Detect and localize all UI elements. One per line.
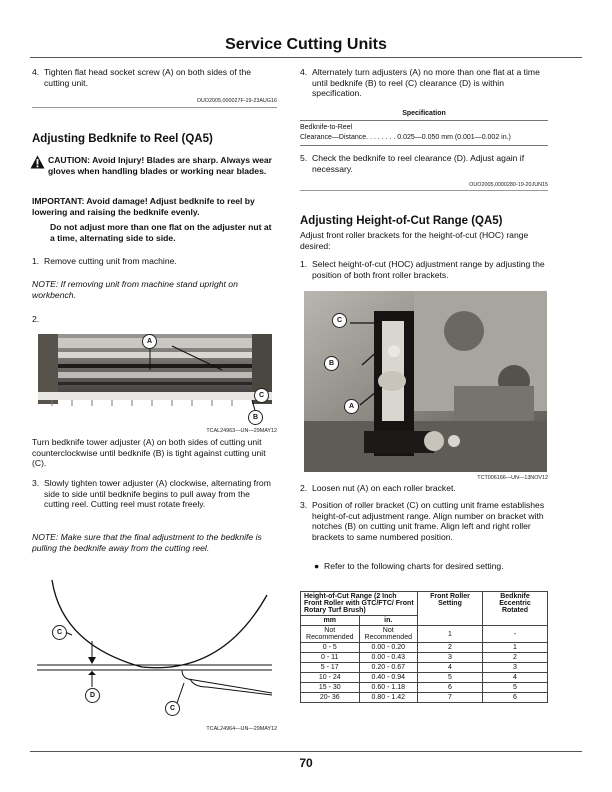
- callout-a-fig3: A: [344, 399, 359, 414]
- left-step-2-number: 2.: [32, 314, 40, 324]
- cell-front-roller: 7: [418, 693, 483, 703]
- cell-mm: Not Recommended: [301, 626, 360, 643]
- hoc-header-front-roller: Front Roller Setting: [418, 592, 483, 626]
- cell-bedknife: 3: [483, 663, 548, 673]
- reel-clearance-drawing: [32, 575, 277, 730]
- spec-clearance-line: Clearance—Distance. . . . . . . . 0.025—0.050 mm (0.001—0.002 in.): [300, 134, 511, 141]
- important-text-1: IMPORTANT: Avoid damage! Adjust bedknife to reel by lowering and raising the bedknife evenly.: [32, 196, 255, 217]
- hoc-table: [300, 591, 548, 703]
- callout-d-fig2: D: [85, 688, 100, 703]
- cell-in: 0.80 - 1.42: [359, 693, 418, 703]
- right-step-1: 1. Select height-of-cut (HOC) adjustment range by adjusting the position of both front roller brackets.: [300, 259, 545, 280]
- table-row: [301, 663, 548, 673]
- bullet-refer-charts: ● Refer to the following charts for desired setting.: [314, 561, 504, 571]
- cell-in: 0.40 - 0.94: [359, 673, 418, 683]
- fig2-caption: TCAL24964—UN—29MAY12: [206, 726, 277, 732]
- ref-code-1: OUO2005,000027F-19-23AUG16: [196, 98, 277, 104]
- table-row: [301, 626, 548, 643]
- cell-front-roller: 5: [418, 673, 483, 683]
- cell-in: 0.60 - 1.18: [359, 683, 418, 693]
- caution-text: CAUTION: Avoid Injury! Blades are sharp. Always wear gloves when handling blades or working near blades.: [48, 155, 272, 176]
- cell-front-roller: 2: [418, 643, 483, 653]
- cell-in: Not Recommended: [359, 626, 418, 643]
- callout-c-fig1: C: [254, 388, 269, 403]
- table-row: [301, 693, 548, 703]
- left-step-3: 3. Slowly tighten tower adjuster (A) clockwise, alternating from side to side until bedknife begins to pull away from the cutting reel. Cutting reel must rotate freely.: [32, 478, 271, 509]
- right-step-2: 2. Loosen nut (A) on each roller bracket.: [300, 483, 456, 493]
- warning-triangle-icon: [30, 155, 45, 169]
- hoc-header-range: Height-of-Cut Range (2 Inch Front Roller with GTC/FTC/ Front Rotary Turf Brush): [301, 592, 418, 616]
- left-step-1: 1. Remove cutting unit from machine.: [32, 256, 177, 266]
- left-step-4: 4. Tighten flat head socket screw (A) on both sides of the cutting unit.: [32, 67, 251, 88]
- cell-front-roller: 1: [418, 626, 483, 643]
- table-row: [301, 643, 548, 653]
- table-row: [301, 683, 548, 693]
- footer-rule: [30, 751, 582, 752]
- hoc-subheader-in: in.: [359, 616, 418, 626]
- important-text-2: Do not adjust more than one flat on the adjuster nut at a time, alternating side to side.: [50, 222, 272, 243]
- bullet-dot-icon: ●: [314, 561, 320, 571]
- callout-a-fig1: A: [142, 334, 157, 349]
- hoc-header-bedknife: Bedknife Eccentric Rotated: [483, 592, 548, 626]
- hoc-intro: Adjust front roller brackets for the height-of-cut (HOC) range desired:: [300, 230, 529, 251]
- callout-c-fig2-top: C: [52, 625, 67, 640]
- spec-rule-top: [300, 120, 548, 121]
- hoc-table-wrapper: [300, 591, 548, 703]
- paragraph-turn-adjuster: Turn bedknife tower adjuster (A) on both sides of cutting unit counterclockwise until bedknife (B) is tight against cutting unit (C).: [32, 437, 266, 468]
- page-number: 70: [299, 756, 313, 770]
- page-title: Service Cutting Units: [225, 36, 387, 53]
- heading-height-of-cut: Adjusting Height-of-Cut Range (QA5): [300, 215, 503, 227]
- fig1-caption: TCAL24963—UN—29MAY12: [206, 428, 277, 434]
- right-step-5: 5. Check the bedknife to reel clearance (D). Adjust again if necessary.: [300, 153, 525, 174]
- note-2: NOTE: Make sure that the final adjustment to the bedknife is pulling the bedknife away from the cutting reel.: [32, 532, 262, 553]
- cell-bedknife: 6: [483, 693, 548, 703]
- cell-in: 0.00 - 0.20: [359, 643, 418, 653]
- cell-bedknife: -: [483, 626, 548, 643]
- cell-front-roller: 6: [418, 683, 483, 693]
- table-row: [301, 653, 548, 663]
- callout-c-fig3: C: [332, 313, 347, 328]
- cell-in: 0.00 - 0.43: [359, 653, 418, 663]
- note-1: NOTE: If removing unit from machine stand upright on workbench.: [32, 279, 238, 300]
- table-row: [301, 673, 548, 683]
- cell-bedknife: 4: [483, 673, 548, 683]
- cell-mm: 0 - 11: [301, 653, 360, 663]
- header-rule: [30, 57, 582, 58]
- right-step-4: 4. Alternately turn adjusters (A) no more than one flat at a time until bedknife (B) to reel (C) clearance (D) is within specification.: [300, 67, 540, 98]
- figure-roller-bracket: [304, 291, 547, 472]
- cell-bedknife: 2: [483, 653, 548, 663]
- hoc-subheader-mm: mm: [301, 616, 360, 626]
- ref-code-2: OUO2005,0000280-19-20JUN15: [469, 182, 548, 188]
- heading-bedknife-to-reel: Adjusting Bedknife to Reel (QA5): [32, 133, 213, 145]
- cell-mm: 0 - 5: [301, 643, 360, 653]
- cell-front-roller: 4: [418, 663, 483, 673]
- cell-mm: 5 - 17: [301, 663, 360, 673]
- cell-mm: 10 - 24: [301, 673, 360, 683]
- cell-mm: 15 - 30: [301, 683, 360, 693]
- section-rule-right: [300, 190, 548, 191]
- right-step-3: 3. Position of roller bracket (C) on cutting unit frame establishes height-of-cut adjustment range. Align number on bracket with notches (B) on cutting unit frame. Align left and right roller brackets to same numbered position.: [300, 500, 545, 542]
- callout-b-fig1: B: [248, 410, 263, 425]
- spec-item: Bedknife-to-Reel: [300, 124, 353, 131]
- spec-heading: Specification: [402, 110, 446, 117]
- cell-front-roller: 3: [418, 653, 483, 663]
- fig3-caption: TCT006166—UN—13NOV12: [477, 475, 548, 481]
- callout-c-fig2-bottom: C: [165, 701, 180, 716]
- section-rule: [32, 107, 277, 108]
- spec-rule-bottom: [300, 145, 548, 146]
- figure-reel-clearance-diagram: [32, 575, 277, 730]
- cell-bedknife: 5: [483, 683, 548, 693]
- cell-in: 0.20 - 0.67: [359, 663, 418, 673]
- cell-mm: 20- 36: [301, 693, 360, 703]
- figure-bedknife-tower: [32, 330, 277, 425]
- cell-bedknife: 1: [483, 643, 548, 653]
- callout-b-fig3: B: [324, 356, 339, 371]
